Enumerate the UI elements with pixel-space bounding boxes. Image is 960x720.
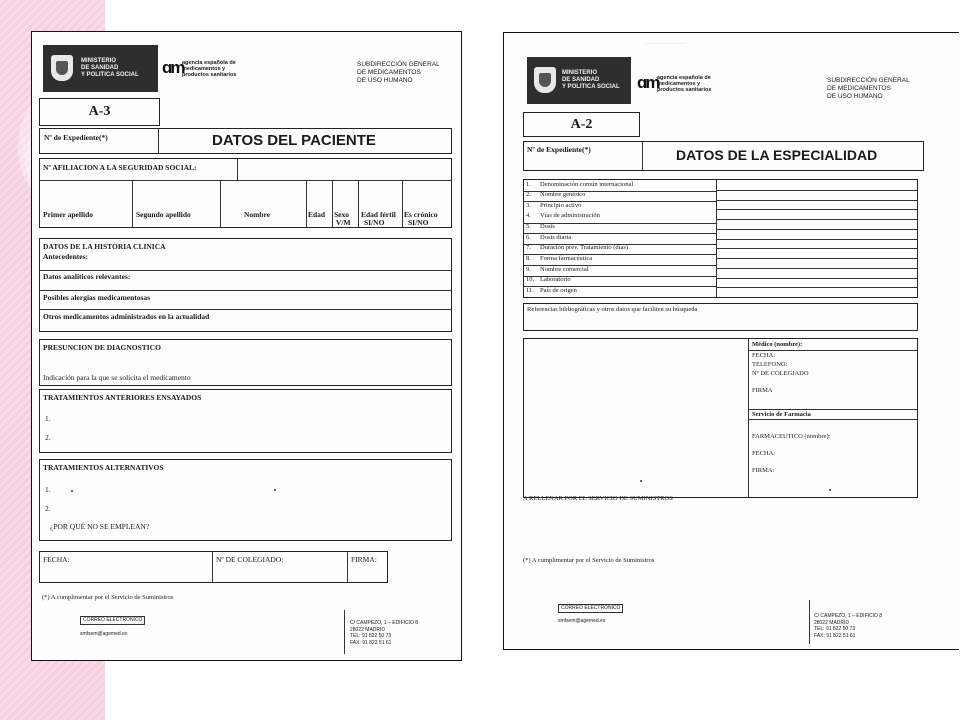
agency-am-logo: ɑm <box>162 58 184 77</box>
anteriores-heading: TRATAMIENTOS ANTERIORES ENSAYADOS <box>43 393 202 402</box>
prescriber-section <box>523 338 918 498</box>
medico-firma: FIRMA <box>752 387 773 394</box>
spec-row-number: 2. <box>526 191 531 199</box>
diagnostico-heading: PRESUNCION DE DIAGNOSTICO <box>43 343 161 352</box>
sexo-options: V/M <box>336 218 351 227</box>
correo-label: CORREO ELECTRONICO <box>558 604 623 613</box>
signature-row <box>39 551 388 583</box>
tratamientos-anteriores-section <box>39 389 452 453</box>
spec-row-label: Nombre comercial <box>540 265 589 273</box>
medico-telefono: TELEFONO: <box>752 361 788 368</box>
page-title: DATOS DE LA ESPECIALIDAD <box>676 147 878 163</box>
ministry-logo <box>43 45 158 92</box>
alternativos-heading: TRATAMIENTOS ALTERNATIVOS <box>43 463 164 472</box>
expediente-row <box>523 141 924 171</box>
agency-name: agencia española de medicamentos y productos sanitarios <box>657 75 712 93</box>
es-cronico-options: SI/NO <box>408 218 429 227</box>
coat-of-arms-icon <box>51 55 73 81</box>
agency-address: C/ CAMPEZO, 1 – EDIFICIO 8 28022 MADRID TEL: 91 822 50 73 FAX: 91 822 51 61 <box>350 620 419 646</box>
nombre-label: Nombre <box>244 210 271 219</box>
correo-label: CORREO ELECTRONICO <box>80 616 145 625</box>
spec-row-label: Denominación común internacional <box>540 180 634 188</box>
spec-row-number: 11. <box>526 286 534 294</box>
rellenar-label: A RELLENAR POR EL SERVICIO DE SUMINISTROS <box>523 495 673 502</box>
por-que-question: ¿POR QUÉ NO SE EMPLEAN? <box>50 522 150 531</box>
ministry-line: DE SANIDAD <box>562 77 600 83</box>
ministry-line: DE SANIDAD <box>81 65 119 71</box>
form-a2-page <box>503 32 959 650</box>
es-cronico-label: Es crónico <box>404 210 438 219</box>
ministry-line: Y POLITICA SOCIAL <box>81 72 139 78</box>
farmacia-heading: Servicio de Farmacia <box>752 411 811 418</box>
form-code-box <box>39 98 160 126</box>
email-address: smfsem@agemed.es <box>558 618 606 624</box>
antecedentes-label: Antecedentes: <box>43 252 88 261</box>
subdireccion-label: SUBDIRECCIÓN GENERAL DE MEDICAMENTOS DE USO HUMANO <box>357 61 440 84</box>
referencias-label: Referencias bibliográficas y otros datos que faciliten su búsqueda <box>527 306 698 313</box>
expediente-row <box>39 128 452 154</box>
farmaceutico-label: FARMACEUTICO (nombre): <box>752 433 831 440</box>
ministry-line: MINISTERIO <box>81 58 117 64</box>
alternativos-item: 1. <box>45 485 51 494</box>
agency-name: agencia española de medicamentos y productos sanitarios <box>182 60 237 78</box>
diagnostico-section <box>39 339 452 386</box>
historia-heading: DATOS DE LA HISTORIA CLINICA <box>43 242 166 251</box>
spec-row-number: 9. <box>526 265 531 273</box>
alternativos-item: 2. <box>45 504 51 513</box>
afiliacion-label: Nº AFILIACION A LA SEGURIDAD SOCIAL: <box>43 163 197 172</box>
subdireccion-label: SUBDIRECCIÓN GENERAL DE MEDICAMENTOS DE USO HUMANO <box>827 77 910 100</box>
form-code-box <box>523 112 640 137</box>
tratamientos-alternativos-section <box>39 459 452 541</box>
colegiado-label: Nº DE COLEGIADO: <box>216 555 284 564</box>
spec-row-number: 5. <box>526 223 531 231</box>
edad-label: Edad <box>308 210 326 219</box>
analiticos-label: Datos analíticos relevantes: <box>43 272 131 281</box>
primer-apellido-label: Primer apellido <box>43 210 94 219</box>
spec-row-number: 3. <box>526 201 531 209</box>
spec-row-label: Dosis diaria <box>540 233 572 241</box>
farmacia-fecha: FECHA: <box>752 450 776 457</box>
spec-row-number: 10. <box>526 276 535 284</box>
spec-row-number: 8. <box>526 254 531 262</box>
spec-row-label: Dosis <box>540 223 555 231</box>
spec-row-label: Duración prev. Tratamiento (días) <box>540 244 629 252</box>
segundo-apellido-label: Segundo apellido <box>136 210 191 219</box>
edad-fertil-label: Edad fértil <box>361 210 396 219</box>
spec-row-number: 4. <box>526 212 531 220</box>
especialidad-table <box>523 179 918 298</box>
spec-row-label: País de origen <box>540 286 577 294</box>
medico-colegiado: Nº DE COLEGIADO <box>752 370 809 377</box>
referencias-box <box>523 303 918 331</box>
page-title: DATOS DEL PACIENTE <box>212 132 376 149</box>
spec-row-label: Forma farmacéutica <box>540 254 593 262</box>
ministry-logo <box>527 57 631 104</box>
suministros-note: (*) A cumplimentar por el Servicio de Suministros <box>42 594 174 601</box>
indicacion-label: Indicación para la que se solicita el medicamento <box>43 373 191 382</box>
spec-row-number: 7. <box>526 244 531 252</box>
form-code: A-2 <box>570 117 593 132</box>
anteriores-item: 1. <box>45 414 51 423</box>
alergias-label: Posibles alergias medicamentosas <box>43 293 151 302</box>
email-address: smfsem@agemed.es <box>80 631 128 637</box>
edad-fertil-options: SI/NO <box>364 218 385 227</box>
form-code: A-3 <box>88 104 111 119</box>
faint-scan-text: ····· ········· ········· <box>644 41 686 47</box>
medico-fecha: FECHA: <box>752 352 776 359</box>
medico-heading: Médico (nombre): <box>752 341 803 348</box>
ministry-line: Y POLITICA SOCIAL <box>562 84 620 90</box>
agency-address: C/ CAMPEZO, 1 – EDIFICIO 8 28022 MADRID TEL: 91 822 50 73 FAX: 91 822 51 61 <box>814 613 883 639</box>
anteriores-item: 2. <box>45 433 51 442</box>
spec-row-label: Vías de administración <box>540 212 600 220</box>
expediente-label: Nº de Expediente(*) <box>44 133 108 142</box>
spec-row-label: Principio activo <box>540 201 582 209</box>
coat-of-arms-icon <box>534 67 556 93</box>
otros-medicamentos-label: Otros medicamentos administrados en la actualidad <box>43 312 210 321</box>
spec-row-label: Nombre genérico <box>540 191 586 199</box>
farmacia-firma: FIRMA: <box>752 467 775 474</box>
sexo-label: Sexo <box>334 210 349 219</box>
expediente-label: Nº de Expediente(*) <box>527 145 591 154</box>
firma-label: FIRMA: <box>351 555 377 564</box>
form-a3-page <box>31 31 462 661</box>
spec-row-label: Laboratorio <box>540 276 571 284</box>
spec-row-number: 1. <box>526 180 531 188</box>
ministry-line: MINISTERIO <box>562 70 598 76</box>
suministros-note: (*) A cumplimentar por el Servicio de Suministros <box>523 557 655 564</box>
fecha-label: FECHA: <box>43 555 70 564</box>
spec-row-number: 6. <box>526 233 531 241</box>
patient-data-section <box>39 158 452 228</box>
historia-clinica-section <box>39 238 452 332</box>
agency-am-logo: ɑm <box>637 73 659 92</box>
